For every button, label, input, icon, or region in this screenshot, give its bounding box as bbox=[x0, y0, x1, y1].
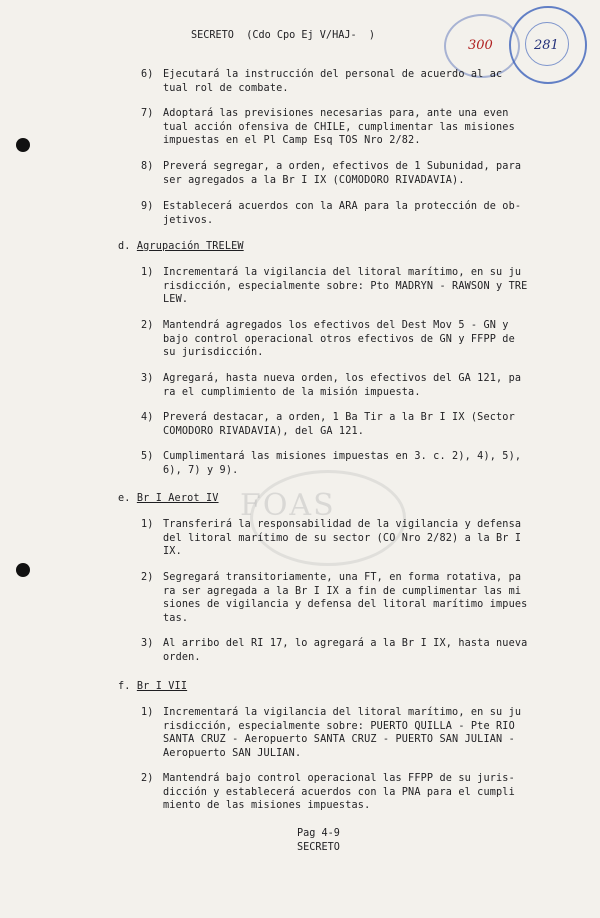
item-text-line: Preverá segregar, a orden, efectivos de 1 Subunidad, para bbox=[163, 161, 522, 172]
item-text-line: Cumplimentará las misiones impuestas en 3. c. 2), 4), 5), bbox=[163, 451, 522, 462]
item-text-line: risdicción, especialmente sobre: Pto MADRYN - RAWSON y TRE bbox=[163, 280, 528, 292]
item-text-line: ser agregados a la Br I IX (COMODORO RIVADAVIA). bbox=[163, 174, 465, 186]
item-text-line: orden. bbox=[163, 651, 201, 663]
item-number: 1) bbox=[141, 707, 154, 718]
item-number: 8) bbox=[141, 161, 154, 172]
item-number: 4) bbox=[141, 412, 154, 423]
item-text-line: risdicción, especialmente sobre: PUERTO QUILLA - Pte RIO bbox=[163, 720, 515, 732]
item-number: 5) bbox=[141, 451, 154, 462]
item-number: 1) bbox=[141, 267, 154, 278]
item-number: 1) bbox=[141, 519, 154, 530]
item-number: 2) bbox=[141, 572, 154, 583]
item-text-line: Establecerá acuerdos con la ARA para la protección de ob- bbox=[163, 201, 522, 212]
punch-hole bbox=[16, 138, 30, 152]
item-number: 6) bbox=[141, 69, 154, 80]
section-title: Agrupación TRELEW bbox=[136, 241, 244, 252]
item-text-line: IX. bbox=[163, 546, 182, 557]
section-label: f. bbox=[118, 681, 137, 692]
page-header: SECRETO (Cdo Cpo Ej V/HAJ- ) bbox=[191, 30, 376, 41]
item-text-line: LEW. bbox=[163, 294, 189, 305]
item-text-line: Al arribo del RI 17, lo agregará a la Br I IX, hasta nueva bbox=[163, 638, 528, 649]
item-text-line: del litoral marítimo de su sector (CO Nro 2/82) a la Br I bbox=[163, 532, 522, 544]
item-text-line: miento de las misiones impuestas. bbox=[163, 800, 371, 811]
item-text-line: 6), 7) y 9). bbox=[163, 464, 239, 476]
section-heading bbox=[118, 492, 219, 506]
item-number: 2) bbox=[141, 773, 154, 784]
footer-classification: SECRETO bbox=[297, 842, 340, 853]
punch-hole bbox=[16, 563, 30, 577]
item-text-line: tas. bbox=[163, 612, 189, 624]
page-number: Pag 4-9 bbox=[297, 828, 340, 839]
watermark-text: FOAS bbox=[240, 488, 336, 523]
item-text-line: Agregará, hasta nueva orden, los efectivos del GA 121, pa bbox=[163, 373, 522, 384]
item-number: 7) bbox=[141, 108, 154, 119]
item-number: 9) bbox=[141, 201, 154, 212]
item-text-line: Ejecutará la instrucción del personal de acuerdo al ac bbox=[163, 69, 503, 80]
section-heading bbox=[118, 240, 244, 254]
item-text-line: Segregará transitoriamente, una FT, en forma rotativa, pa bbox=[163, 572, 522, 583]
item-text-line: ra el cumplimiento de la misión impuesta. bbox=[163, 386, 421, 398]
section-label: d. bbox=[118, 241, 137, 252]
section-heading bbox=[118, 680, 187, 694]
item-text-line: Transferirá la responsabilidad de la vigilancia y defensa bbox=[163, 519, 522, 530]
item-text-line: jetivos. bbox=[163, 214, 214, 226]
item-text-line: impuestas en el Pl Camp Esq TOS Nro 2/82. bbox=[163, 135, 421, 146]
item-text-line: ra ser agregada a la Br I IX a fin de cumplimentar las mi bbox=[163, 585, 522, 597]
item-number: 2) bbox=[141, 320, 154, 331]
section-title: Br I VII bbox=[136, 681, 188, 692]
item-text-line: Preverá destacar, a orden, 1 Ba Tir a la Br I IX (Sector bbox=[163, 412, 515, 423]
section-label: e. bbox=[118, 493, 137, 504]
item-text-line: Mantendrá bajo control operacional las FFPP de su juris- bbox=[163, 773, 515, 784]
item-text-line: Aeropuerto SAN JULIAN. bbox=[163, 747, 302, 759]
item-text-line: tual rol de combate. bbox=[163, 82, 289, 94]
handwritten-number: 281 bbox=[534, 38, 559, 53]
item-text-line: bajo control operacional otros efectivos de GN y FFPP de bbox=[163, 333, 515, 345]
item-text-line: Mantendrá agregados los efectivos del Dest Mov 5 - GN y bbox=[163, 320, 509, 331]
item-number: 3) bbox=[141, 638, 154, 649]
item-text-line: Adoptará las previsiones necesarias para, ante una even bbox=[163, 108, 509, 119]
handwritten-number: 300 bbox=[468, 38, 493, 53]
item-text-line: SANTA CRUZ - Aeropuerto SANTA CRUZ - PUERTO SAN JULIAN - bbox=[163, 734, 515, 745]
item-text-line: COMODORO RIVADAVIA), del GA 121. bbox=[163, 425, 365, 437]
item-number: 3) bbox=[141, 373, 154, 384]
item-text-line: tual acción ofensiva de CHILE, cumplimentar las misiones bbox=[163, 121, 515, 133]
item-text-line: siones de vigilancia y defensa del litoral marítimo impues bbox=[163, 599, 528, 610]
item-text-line: Incrementará la vigilancia del litoral marítimo, en su ju bbox=[163, 707, 522, 718]
item-text-line: Incrementará la vigilancia del litoral marítimo, en su ju bbox=[163, 267, 522, 278]
item-text-line: dicción y establecerá acuerdos con la PNA para el cumpli bbox=[163, 786, 515, 798]
item-text-line: su jurisdicción. bbox=[163, 347, 264, 358]
section-title: Br I Aerot IV bbox=[136, 493, 219, 504]
